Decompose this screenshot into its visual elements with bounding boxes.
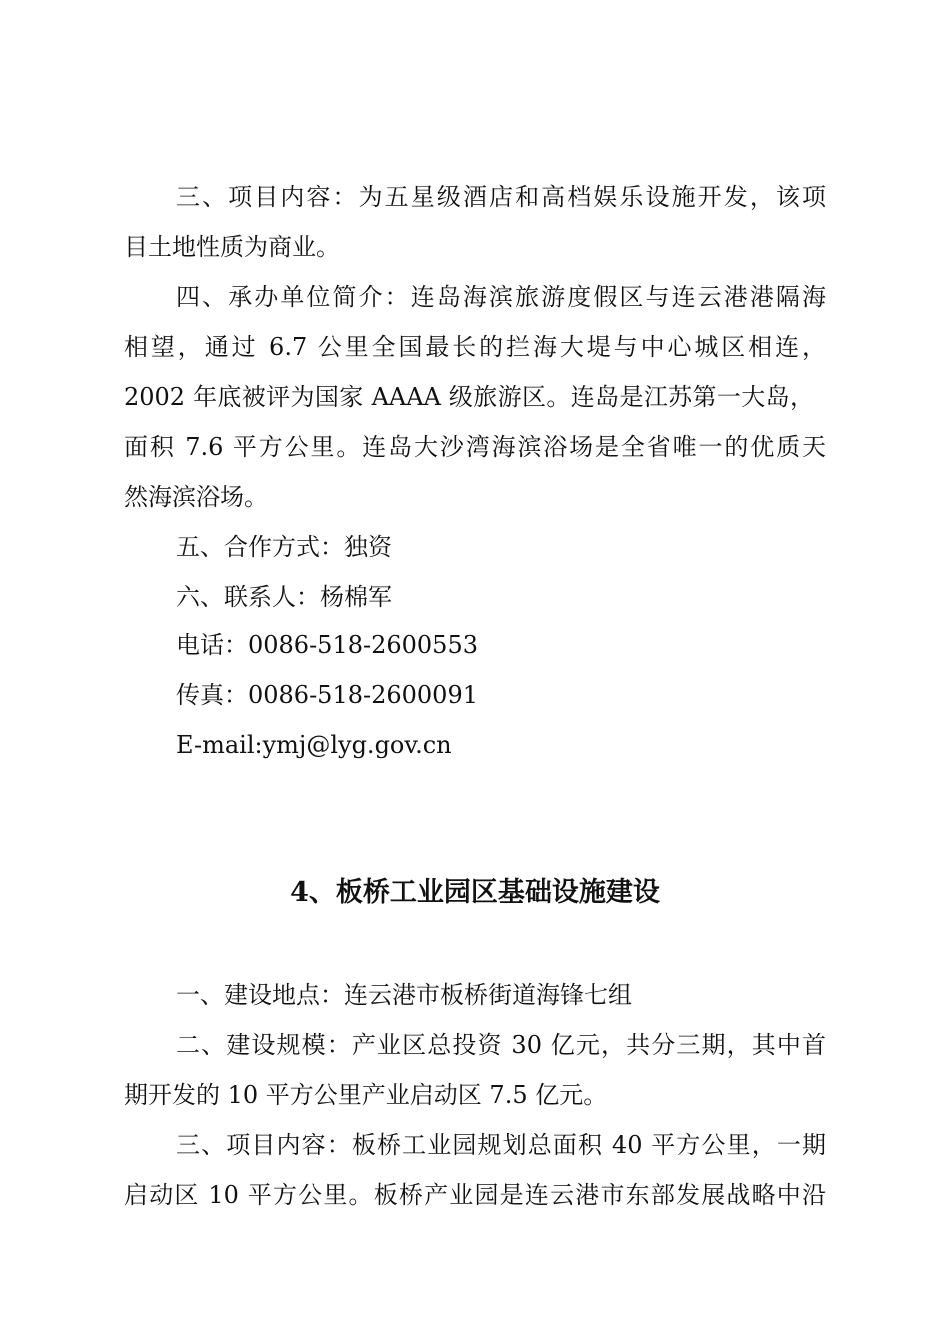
organizer-intro-line-5: 然海滨浴场。 [124, 483, 268, 511]
project-content-2-line-2: 启动区 10 平方公里。板桥产业园是连云港市东部发展战略中沿 [124, 1181, 826, 1209]
phone-number: 电话：0086-518-2600553 [176, 631, 478, 659]
project-content-line-2: 目土地性质为商业。 [124, 233, 340, 261]
organizer-intro-line-4: 面积 7.6 平方公里。连岛大沙湾海滨浴场是全省唯一的优质天 [124, 433, 826, 461]
email-address: E-mail:ymj@lyg.gov.cn [176, 731, 452, 759]
organizer-intro-line-3: 2002 年底被评为国家 AAAA 级旅游区。连岛是江苏第一大岛， [124, 383, 814, 411]
project-content-line-1: 三、项目内容：为五星级酒店和高档娱乐设施开发，该项 [176, 183, 826, 211]
organizer-intro-line-2: 相望，通过 6.7 公里全国最长的拦海大堤与中心城区相连， [124, 333, 826, 361]
project-content-2-line-1: 三、项目内容：板桥工业园规划总面积 40 平方公里，一期 [176, 1131, 826, 1159]
section-heading: 4、板桥工业园区基础设施建设 [290, 877, 660, 908]
fax-number: 传真：0086-518-2600091 [176, 681, 478, 709]
construction-site: 一、建设地点：连云港市板桥街道海锋七组 [176, 981, 632, 1009]
construction-scale-line-1: 二、建设规模：产业区总投资 30 亿元，共分三期，其中首 [176, 1031, 826, 1059]
construction-scale-line-2: 期开发的 10 平方公里产业启动区 7.5 亿元。 [124, 1081, 608, 1109]
contact-person: 六、联系人：杨棉军 [176, 583, 392, 611]
organizer-intro-line-1: 四、承办单位简介：连岛海滨旅游度假区与连云港港隔海 [176, 283, 826, 311]
cooperation-mode: 五、合作方式：独资 [176, 533, 392, 561]
